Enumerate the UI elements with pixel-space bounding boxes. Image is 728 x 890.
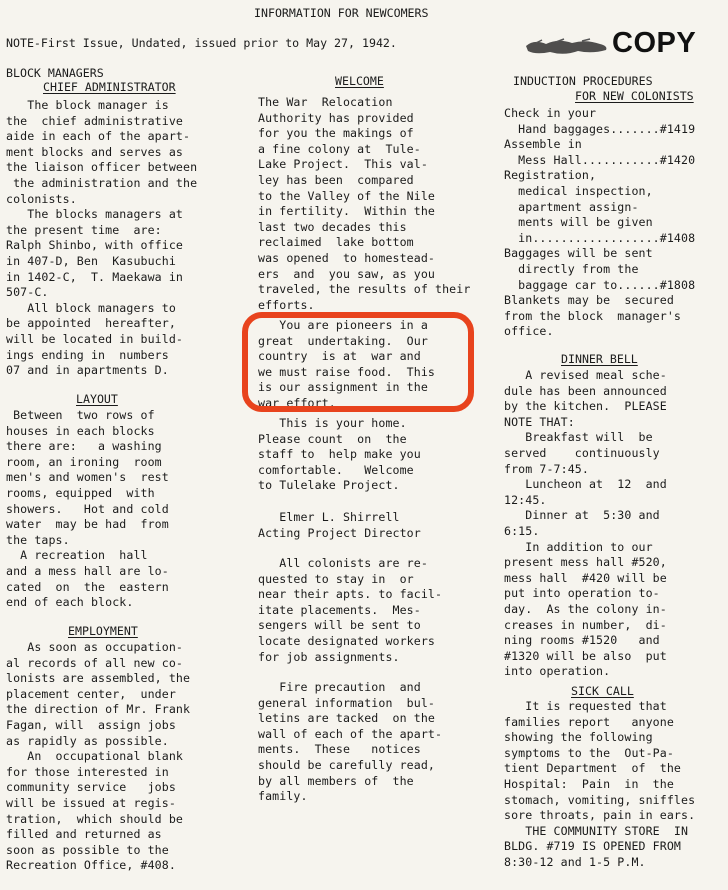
fire-precaution-notice: Fire precaution and general information bul- letins are tacked on the wall of each of the apart- ments. These notices should be carefully read, by all members of the family.: [258, 680, 443, 804]
colonists-notice: All colonists are re- quested to stay in or near their apts. to facil- itate placements. Mes- sengers will be sent to locate designated workers for job assignments.: [258, 556, 443, 664]
issue-note: NOTE-First Issue, Undated, issued prior to May 27, 1942.: [6, 36, 397, 50]
ink-smudge-icon: [522, 34, 610, 58]
employment-heading: EMPLOYMENT: [68, 624, 138, 638]
copy-stamp: COPY: [612, 27, 697, 59]
chief-administrator-heading: CHIEF ADMINISTRATOR: [43, 80, 176, 94]
pioneers-text: You are pioneers in a great undertaking. Our country is at war and we must raise food. This is our assignment in the war effort.: [258, 318, 436, 410]
sick-call-text: It is requested that families report anyone showing the following symptoms to the Out-Pa- tient Department of the Hospital: Pain in the stomach, vomiting, sniffles sore throats, pain in ears. THE COMMUNITY STORE IN BLDG. #719 IS OPENED FROM 8:30-12 and 1-5 P.M.: [504, 699, 696, 869]
new-colonists-heading: FOR NEW COLONISTS: [575, 89, 694, 103]
induction-heading: INDUCTION PROCEDURES: [513, 74, 653, 88]
employment-text: As soon as occupation- al records of all new co- lonists are assembled, the placement center, under the direction of Mr. Frank Fagan, will assign jobs as rapidly as possible. An occupational blank for those interested in community service jobs will be issued at regis- tration, which should be filled and returned as soon as possible to the Recreation Office, #408.: [6, 640, 191, 873]
home-text: This is your home. Please count on the staff to help make you comfortable. Welcome to Tulelake Project.: [258, 416, 421, 493]
dinner-bell-text: A revised meal sche- dule has been announced by the kitchen. PLEASE NOTE THAT: Breakfast will be served continuously from 7-7:45. Luncheon at 12 and 12:45. Dinner at 5:30 and 6:15. In addition to our present mess hall #520, mess hall #420 will be put into operation to- day. As the colony in- creases in number, di- ning rooms #1520 and #1320 will be also put into operation.: [504, 368, 667, 679]
block-managers-heading: BLOCK MANAGERS: [6, 66, 104, 80]
induction-text: Check in your Hand baggages.......#1419 Assemble in Mess Hall...........#1420 Registration, medical inspection, apartment assign- ments will be given in..................#1408 Baggages will be sent directly from the baggage car to......#1808 Blankets may be secured from the block manager's office.: [504, 106, 696, 339]
dinner-bell-heading: DINNER BELL: [561, 352, 638, 366]
block-managers-text: The block manager is the chief administrative aide in each of the apart- ment blocks and serves as the liaison officer between the administration and the colonists. The blocks managers at the present time are: Ralph Shinbo, with office in 407-D, Ben Kasubuchi in 1402-C, T. Maekawa in 507-C. All block managers to be appointed hereafter, will be located in build- ings ending in numbers 07 and in apartments D.: [6, 98, 198, 378]
newsletter-title: INFORMATION FOR NEWCOMERS: [254, 6, 429, 20]
layout-heading: LAYOUT: [76, 392, 118, 406]
welcome-heading: WELCOME: [335, 74, 384, 88]
welcome-text: The War Relocation Authority has provided for you the makings of a fine colony at Tule- Lake Project. This val- ley has been compared to the Valley of the Nile in fertility. Within the last two decades this reclaimed lake bottom was opened to homestead- ers and you saw, as you traveled, the results of their efforts.: [258, 95, 471, 312]
layout-text: Between two rows of houses in each blocks there are: a washing room, an ironing room men's and women's rest rooms, equipped with showers. Hot and cold water may be had from the taps. A recreation hall and a mess hall are lo- cated on the eastern end of each block.: [6, 408, 169, 610]
director-signature: Elmer L. Shirrell Acting Project Director: [258, 510, 421, 540]
sick-call-heading: SICK CALL: [571, 684, 634, 698]
